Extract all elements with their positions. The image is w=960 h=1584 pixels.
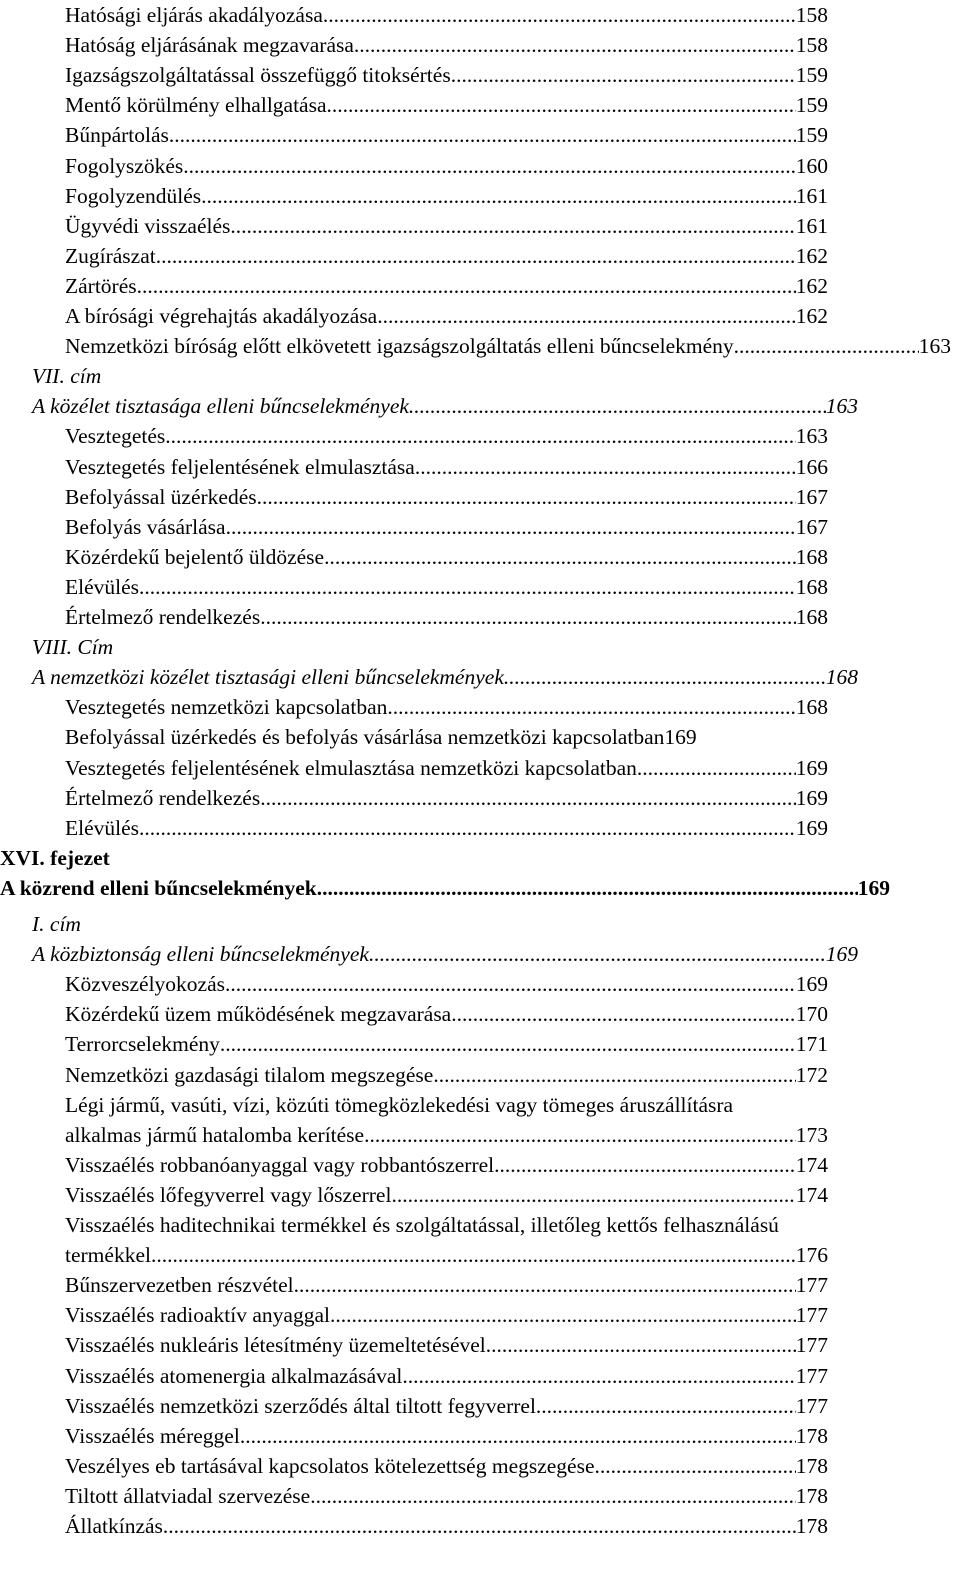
toc-entry-title: Tiltott állatviadal szervezése (65, 1483, 311, 1508)
toc-entry-page: 159 (795, 63, 828, 88)
toc-entry-title: Visszaélés méreggel (65, 1423, 240, 1448)
toc-entry-page: 161 (795, 183, 828, 208)
dot-leader (317, 873, 858, 903)
dot-leader (451, 60, 796, 90)
toc-entry[interactable] (65, 813, 828, 843)
toc-entry-page: 169 (795, 785, 828, 810)
toc-entry-page: 178 (795, 1453, 828, 1478)
dot-leader (324, 542, 796, 572)
toc-entry[interactable] (65, 1150, 828, 1180)
dot-leader (257, 482, 796, 512)
toc-entry[interactable] (65, 783, 828, 813)
toc-entry-page: 170 (795, 1002, 828, 1027)
toc-entry-page: 172 (795, 1062, 828, 1087)
dot-leader (226, 512, 796, 542)
section-heading[interactable] (32, 662, 858, 692)
dot-leader (364, 1120, 796, 1150)
toc-entry[interactable] (65, 30, 828, 60)
toc-entry-title: Visszaélés robbanóanyaggal vagy robbantószerrel (65, 1152, 495, 1177)
dot-leader (137, 271, 796, 301)
toc-entry-page: 169 (795, 815, 828, 840)
toc-entry-page: 162 (795, 273, 828, 298)
toc-entry-title: A nemzetközi közélet tisztasági elleni bűncselekmények (32, 665, 504, 690)
toc-entry-page: 173 (795, 1122, 828, 1147)
dot-leader (240, 1421, 796, 1451)
toc-entry-title-line: Visszaélés haditechnikai termékkel és szolgáltatással, illetőleg kettős felhasználású (65, 1213, 779, 1237)
toc-entry-page: 176 (795, 1243, 828, 1268)
toc-entry-title: Nemzetközi bíróság előtt elkövetett igazságszolgáltatás elleni bűncselekmény (65, 334, 734, 359)
toc-entry-title: A bírósági végrehajtás akadályozása (65, 304, 378, 328)
dot-leader (415, 452, 796, 482)
toc-entry[interactable] (65, 602, 828, 632)
toc-entry[interactable] (65, 969, 828, 999)
dot-leader (230, 211, 795, 241)
section-heading[interactable] (32, 391, 858, 421)
toc-entry[interactable] (65, 1180, 828, 1210)
toc-entry[interactable] (65, 722, 840, 752)
toc-entry[interactable] (65, 753, 828, 783)
toc-entry[interactable] (65, 1330, 828, 1360)
toc-entry-page: 177 (795, 1273, 828, 1298)
dot-leader (220, 1029, 796, 1059)
toc-entry[interactable] (65, 211, 828, 241)
toc-entry-title: Igazságszolgáltatással összefüggő titoksértés (65, 63, 451, 88)
toc-entry-page: 178 (795, 1483, 828, 1508)
toc-entry-page: 160 (795, 153, 828, 178)
toc-entry[interactable] (65, 1240, 828, 1270)
toc-entry-title: termékkel (65, 1243, 151, 1268)
toc-entry-title: Vesztegetés feljelentésének elmulasztása (65, 454, 415, 479)
toc-entry-page: 169 (795, 972, 828, 997)
toc-entry-title: Zugírászat (65, 243, 156, 268)
dot-leader (536, 1391, 796, 1421)
dot-leader (260, 602, 796, 632)
dot-leader (151, 1240, 796, 1270)
dot-leader (402, 1361, 795, 1391)
dot-leader (139, 572, 796, 602)
chapter-heading[interactable] (0, 873, 890, 903)
dot-leader (734, 331, 919, 361)
toc-entry-title: Ügyvédi visszaélés (65, 213, 231, 238)
toc-entry-title: Állatkínzás (65, 1514, 163, 1538)
toc-entry[interactable] (65, 1421, 828, 1451)
toc-entry-page: 177 (795, 1393, 828, 1418)
toc-entry-page: 167 (795, 484, 828, 509)
toc-entry-title: Visszaélés atomenergia alkalmazásával (65, 1363, 403, 1388)
dot-leader (486, 1330, 796, 1360)
dot-leader (637, 753, 796, 783)
dot-leader (391, 1180, 795, 1210)
toc-entry-page: 177 (795, 1363, 828, 1388)
section-label: VIII. Cím (32, 635, 114, 660)
toc-entry-page: 158 (795, 33, 828, 58)
toc-entry-title: Fogolyszökés (65, 153, 184, 178)
toc-entry-title: Befolyással üzérkedés (65, 484, 257, 509)
dot-leader (377, 301, 796, 331)
toc-entry[interactable] (65, 1451, 828, 1481)
toc-entry-title: Mentő körülmény elhallgatása (65, 93, 327, 118)
toc-entry-title: Közérdekű bejelentő üldözése (65, 544, 325, 569)
toc-entry-title: Vesztegetés nemzetközi kapcsolatban (65, 695, 388, 720)
dot-leader (354, 30, 796, 60)
toc-entry-page: 177 (795, 1333, 828, 1358)
toc-entry-page: 168 (795, 695, 828, 720)
toc-entry-page: 162 (795, 304, 828, 328)
toc-entry-page: 158 (795, 3, 828, 27)
dot-leader (169, 120, 796, 150)
dot-leader (163, 1511, 796, 1541)
dot-leader (183, 151, 796, 181)
toc-entry-page: 169 (795, 755, 828, 780)
toc-entry-title: Terrorcselekmény (65, 1032, 220, 1057)
toc-entry-title: A közbiztonság elleni bűncselekmények (32, 942, 369, 967)
toc-entry[interactable] (65, 1120, 828, 1150)
dot-leader (260, 783, 796, 813)
toc-entry-title: Értelmező rendelkezés (65, 605, 261, 629)
toc-entry[interactable] (65, 60, 828, 90)
toc-entry[interactable] (65, 1511, 828, 1541)
toc-entry-page: 178 (795, 1514, 828, 1538)
toc-entry-page: 168 (795, 544, 828, 569)
toc-entry-page: 163 (795, 424, 828, 449)
toc-entry[interactable] (65, 692, 828, 722)
chapter-label: XVI. fejezet (0, 845, 110, 870)
toc-entry-page: 159 (795, 123, 828, 148)
toc-entry[interactable] (65, 1060, 828, 1090)
toc-entry[interactable] (65, 1391, 828, 1421)
section-label: I. cím (32, 912, 81, 936)
toc-entry[interactable] (65, 120, 828, 150)
toc-entry-title: Nemzetközi gazdasági tilalom megszegése (65, 1062, 434, 1087)
toc-entry-page: 174 (795, 1182, 828, 1207)
section-label: VII. cím (32, 364, 102, 389)
toc-entry-title: Elévülés (65, 815, 140, 840)
toc-entry-title: Elévülés (65, 574, 140, 599)
dot-leader (165, 421, 795, 451)
toc-entry-title: Veszélyes eb tartásával kapcsolatos kötelezettség megszegése (65, 1453, 595, 1478)
dot-leader (433, 1060, 795, 1090)
toc-entry-page: 178 (795, 1423, 828, 1448)
toc-entry-page: 168 (795, 605, 828, 629)
toc-entry-title: Vesztegetés (65, 424, 166, 449)
toc-entry-title: Bűnszervezetben részvétel (65, 1273, 294, 1298)
dot-leader (330, 1300, 796, 1330)
toc-entry-title: Közérdekű üzem működésének megzavarása (65, 1002, 452, 1027)
toc-entry-title: A közélet tisztasága elleni bűncselekmények (32, 394, 409, 419)
toc-entry-title: Közveszélyokozás (65, 972, 225, 997)
dot-leader (294, 1270, 796, 1300)
toc-entry-page: 159 (795, 93, 828, 118)
toc-entry[interactable] (65, 331, 951, 361)
dot-leader (327, 90, 796, 120)
toc-entry-title: Értelmező rendelkezés (65, 785, 261, 810)
toc-entry[interactable] (65, 181, 828, 211)
toc-entry[interactable] (65, 572, 828, 602)
toc-entry-page: 166 (795, 454, 828, 479)
toc-entry-page: 168 (795, 574, 828, 599)
toc-entry-page: 169 (825, 942, 858, 967)
toc-entry[interactable] (65, 271, 828, 301)
toc-entry-page: 168 (825, 665, 858, 690)
toc-entry-page: 171 (795, 1032, 828, 1057)
dot-leader (201, 181, 796, 211)
toc-entry-page: 163 (918, 334, 951, 359)
dot-leader (494, 1150, 796, 1180)
toc-entry-title-line: Légi jármű, vasúti, vízi, közúti tömegközlekedési vagy tömeges áruszállításra (65, 1092, 734, 1117)
toc-entry-page: 161 (795, 213, 828, 238)
section-heading[interactable] (32, 939, 858, 969)
toc-entry-title: Hatóság eljárásának megzavarása (65, 33, 354, 58)
dot-leader (156, 241, 796, 271)
toc-entry-title: alkalmas jármű hatalomba kerítése (65, 1122, 365, 1147)
toc-entry[interactable] (65, 90, 828, 120)
toc-entry-title: Bűnpártolás (65, 123, 169, 148)
toc-entry-page: 174 (795, 1152, 828, 1177)
toc-entry[interactable] (65, 1300, 828, 1330)
toc-entry-title: Hatósági eljárás akadályozása (65, 3, 323, 27)
toc-entry-page: 169 (857, 875, 890, 900)
dot-leader (595, 1451, 796, 1481)
toc-entry[interactable] (65, 1361, 828, 1391)
dot-leader (323, 0, 796, 30)
toc-entry-title: A közrend elleni bűncselekmények (0, 875, 317, 900)
toc-entry-title: Visszaélés lőfegyverrel vagy lőszerrel (65, 1182, 392, 1207)
toc-entry-page: 169 (664, 725, 697, 750)
toc-entry-title: Befolyás vásárlása (65, 514, 226, 539)
toc-entry-page: 162 (795, 243, 828, 268)
toc-entry-title: Zártörés (65, 273, 137, 298)
toc-entry[interactable] (65, 1481, 828, 1511)
dot-leader (369, 939, 826, 969)
dot-leader (409, 391, 826, 421)
toc-entry[interactable] (65, 1270, 828, 1300)
toc-entry[interactable] (65, 0, 828, 30)
toc-entry[interactable] (65, 1029, 828, 1059)
dot-leader (139, 813, 796, 843)
dot-leader (310, 1481, 796, 1511)
toc-entry[interactable] (65, 421, 828, 451)
dot-leader (451, 999, 796, 1029)
toc-entry-title: Visszaélés nukleáris létesítmény üzemeltetésével (65, 1333, 486, 1358)
toc-entry-page: 177 (795, 1303, 828, 1328)
dot-leader (387, 692, 795, 722)
toc-entry-title: Befolyással üzérkedés és befolyás vásárlása nemzetközi kapcsolatban (65, 725, 665, 750)
toc-entry-page: 163 (825, 394, 858, 419)
toc-entry[interactable] (65, 151, 828, 181)
dot-leader (225, 969, 796, 999)
toc-entry[interactable] (65, 241, 828, 271)
toc-entry[interactable] (65, 301, 828, 331)
toc-entry[interactable] (65, 452, 828, 482)
toc-entry-page: 167 (795, 514, 828, 539)
toc-entry-title: Visszaélés radioaktív anyaggal (65, 1303, 330, 1328)
toc-entry[interactable] (65, 482, 828, 512)
toc-entry-title: Vesztegetés feljelentésének elmulasztása nemzetközi kapcsolatban (65, 755, 637, 780)
toc-entry-title: Visszaélés nemzetközi szerződés által tiltott fegyverrel (65, 1393, 536, 1418)
toc-entry-title: Fogolyzendülés (65, 183, 202, 208)
toc-entry[interactable] (65, 542, 828, 572)
dot-leader (504, 662, 826, 692)
toc-entry[interactable] (65, 999, 828, 1029)
toc-entry[interactable] (65, 512, 828, 542)
